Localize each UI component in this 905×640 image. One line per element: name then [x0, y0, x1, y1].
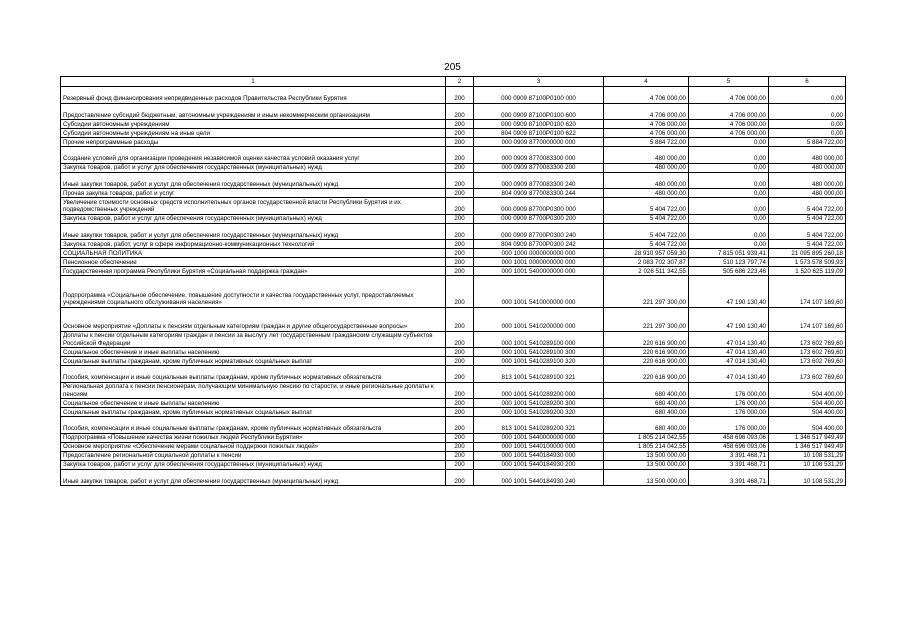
row-amount-cell: 480 000,00 — [604, 163, 689, 172]
row-amount-cell: 5 404 722,00 — [604, 223, 689, 240]
row-kbk-cell: 000 1001 5440184930 200 — [474, 460, 604, 469]
row-code-cell: 200 — [446, 399, 474, 408]
column-header-6: 6 — [769, 77, 846, 87]
row-amount-cell: 680 400,00 — [604, 408, 689, 417]
row-executed-cell: 3 391 468,71 — [689, 469, 769, 486]
row-executed-cell: 176 000,00 — [689, 382, 769, 399]
row-remaining-cell: 10 108 531,29 — [769, 460, 846, 469]
row-amount-cell: 220 616 900,00 — [604, 366, 689, 383]
row-remaining-cell: 0,00 — [769, 103, 846, 120]
row-kbk-cell: 000 0909 8770000000 000 — [474, 138, 604, 147]
row-executed-cell: 4 706 000,00 — [689, 120, 769, 129]
row-code-cell: 200 — [446, 307, 474, 331]
row-remaining-cell: 10 108 531,29 — [769, 469, 846, 486]
row-amount-cell: 5 404 722,00 — [604, 214, 689, 223]
row-executed-cell: 458 696 093,06 — [689, 433, 769, 442]
row-executed-cell: 47 190 130,40 — [689, 276, 769, 308]
row-executed-cell: 458 696 093,06 — [689, 442, 769, 451]
table-row — [61, 307, 846, 331]
row-code-cell: 200 — [446, 198, 474, 215]
table-row — [61, 267, 846, 276]
row-amount-cell: 680 400,00 — [604, 382, 689, 399]
table-row — [61, 276, 846, 308]
table-row — [61, 172, 846, 189]
row-executed-cell: 47 014 130,40 — [689, 331, 769, 348]
row-code-cell: 200 — [446, 223, 474, 240]
row-remaining-cell: 480 000,00 — [769, 189, 846, 198]
row-kbk-cell: 000 1001 5410289200 300 — [474, 399, 604, 408]
row-executed-cell: 505 686 223,46 — [689, 267, 769, 276]
row-remaining-cell: 21 095 895 260,18 — [769, 249, 846, 258]
row-name-cell: Закупка товаров, работ и услуг для обеспечения государственных (муниципальных) нужд — [61, 214, 446, 223]
row-executed-cell: 0,00 — [689, 172, 769, 189]
row-remaining-cell: 0,00 — [769, 87, 846, 104]
column-header-2: 2 — [446, 77, 474, 87]
row-remaining-cell: 1 520 625 119,09 — [769, 267, 846, 276]
row-amount-cell: 4 706 000,00 — [604, 129, 689, 138]
row-remaining-cell: 504 400,00 — [769, 417, 846, 434]
row-code-cell: 200 — [446, 276, 474, 308]
row-executed-cell: 4 706 000,00 — [689, 103, 769, 120]
row-remaining-cell: 504 400,00 — [769, 382, 846, 399]
row-kbk-cell: 000 1001 5410289100 000 — [474, 331, 604, 348]
row-name-cell: Предоставление региональной социальной доплаты к пенсии — [61, 451, 446, 460]
row-kbk-cell: 804 0909 8770083300 244 — [474, 189, 604, 198]
row-remaining-cell: 174 107 169,60 — [769, 276, 846, 308]
table-row — [61, 451, 846, 460]
table-row — [61, 417, 846, 434]
row-code-cell: 200 — [446, 214, 474, 223]
row-amount-cell: 5 884 722,00 — [604, 138, 689, 147]
row-executed-cell: 176 000,00 — [689, 408, 769, 417]
row-remaining-cell: 480 000,00 — [769, 163, 846, 172]
budget-table — [60, 76, 846, 486]
row-name-cell: Иные закупки товаров, работ и услуг для обеспечения государственных (муниципальных) нужд — [61, 223, 446, 240]
row-executed-cell: 4 706 000,00 — [689, 87, 769, 104]
row-remaining-cell: 173 602 769,60 — [769, 366, 846, 383]
column-number-header-row — [61, 77, 846, 87]
row-kbk-cell: 000 1001 5410289100 320 — [474, 357, 604, 366]
table-row — [61, 399, 846, 408]
row-name-cell: Иные закупки товаров, работ и услуг для обеспечения государственных (муниципальных) нужд — [61, 469, 446, 486]
row-name-cell: Социальное обеспечение и иные выплаты населению — [61, 399, 446, 408]
row-remaining-cell: 10 108 531,29 — [769, 451, 846, 460]
row-amount-cell: 13 500 000,00 — [604, 451, 689, 460]
row-name-cell: Субсидии автономным учреждениям — [61, 120, 446, 129]
table-row — [61, 198, 846, 215]
row-remaining-cell: 5 404 722,00 — [769, 240, 846, 249]
row-code-cell: 200 — [446, 138, 474, 147]
row-remaining-cell: 1 346 517 949,49 — [769, 433, 846, 442]
row-remaining-cell: 174 107 169,60 — [769, 307, 846, 331]
table-row — [61, 103, 846, 120]
table-row — [61, 442, 846, 451]
row-code-cell: 200 — [446, 172, 474, 189]
row-kbk-cell: 813 1001 5410289100 321 — [474, 366, 604, 383]
column-header-1: 1 — [61, 77, 446, 87]
row-remaining-cell: 504 400,00 — [769, 399, 846, 408]
row-name-cell: Прочая закупка товаров, работ и услуг — [61, 189, 446, 198]
row-executed-cell: 47 190 130,40 — [689, 307, 769, 331]
row-amount-cell: 28 910 957 059,30 — [604, 249, 689, 258]
row-code-cell: 200 — [446, 442, 474, 451]
row-amount-cell: 680 400,00 — [604, 399, 689, 408]
row-remaining-cell: 5 404 722,00 — [769, 214, 846, 223]
row-kbk-cell: 000 1000 0000000000 000 — [474, 249, 604, 258]
row-amount-cell: 220 616 900,00 — [604, 348, 689, 357]
row-name-cell: Закупка товаров, работ и услуг для обеспечения государственных (муниципальных) нужд — [61, 163, 446, 172]
table-row — [61, 129, 846, 138]
table-row — [61, 189, 846, 198]
row-executed-cell: 0,00 — [689, 223, 769, 240]
row-name-cell: Прочие непрограммные расходы — [61, 138, 446, 147]
row-name-cell: Пособия, компенсации и иные социальные выплаты гражданам, кроме публичных нормативных обязательств — [61, 366, 446, 383]
row-kbk-cell: 000 1001 5400000000 000 — [474, 267, 604, 276]
row-executed-cell: 0,00 — [689, 138, 769, 147]
column-header-3: 3 — [474, 77, 604, 87]
row-kbk-cell: 000 1001 5410289200 320 — [474, 408, 604, 417]
row-kbk-cell: 000 0909 87700Р0300 240 — [474, 223, 604, 240]
row-remaining-cell: 5 884 722,00 — [769, 138, 846, 147]
row-kbk-cell: 000 0909 8770083300 000 — [474, 147, 604, 164]
row-name-cell: Создание условий для организации проведения независимой оценки качества условий оказания услуг — [61, 147, 446, 164]
row-amount-cell: 220 616 900,00 — [604, 331, 689, 348]
row-remaining-cell: 1 573 578 509,93 — [769, 258, 846, 267]
row-name-cell: Субсидии автономным учреждениям на иные цели — [61, 129, 446, 138]
row-kbk-cell: 000 1001 5410289200 000 — [474, 382, 604, 399]
row-executed-cell: 0,00 — [689, 198, 769, 215]
row-name-cell: Государственная программа Республики Бурятия «Социальная поддержка граждан» — [61, 267, 446, 276]
row-remaining-cell: 480 000,00 — [769, 172, 846, 189]
table-row — [61, 382, 846, 399]
row-executed-cell: 176 000,00 — [689, 399, 769, 408]
row-kbk-cell: 000 1001 5410200000 000 — [474, 307, 604, 331]
table-row — [61, 147, 846, 164]
row-code-cell: 200 — [446, 240, 474, 249]
table-row — [61, 214, 846, 223]
row-name-cell: Закупка товаров, работ, услуг в сфере информационно-коммуникационных технологий — [61, 240, 446, 249]
row-name-cell: Иные закупки товаров, работ и услуг для обеспечения государственных (муниципальных) нужд — [61, 172, 446, 189]
column-header-4: 4 — [604, 77, 689, 87]
row-executed-cell: 0,00 — [689, 214, 769, 223]
row-kbk-cell: 000 1001 5440100000 000 — [474, 442, 604, 451]
table-row — [61, 249, 846, 258]
row-kbk-cell: 000 1001 5440000000 000 — [474, 433, 604, 442]
row-code-cell: 200 — [446, 129, 474, 138]
row-code-cell: 200 — [446, 417, 474, 434]
row-executed-cell: 47 014 130,40 — [689, 366, 769, 383]
row-executed-cell: 0,00 — [689, 163, 769, 172]
table-row — [61, 433, 846, 442]
row-amount-cell: 4 706 000,00 — [604, 103, 689, 120]
row-executed-cell: 47 014 130,40 — [689, 357, 769, 366]
row-code-cell: 200 — [446, 87, 474, 104]
row-amount-cell: 2 026 511 342,55 — [604, 267, 689, 276]
row-code-cell: 200 — [446, 103, 474, 120]
row-code-cell: 200 — [446, 469, 474, 486]
row-code-cell: 200 — [446, 433, 474, 442]
row-amount-cell: 13 500 000,00 — [604, 469, 689, 486]
row-kbk-cell: 000 1001 5410000000 000 — [474, 276, 604, 308]
row-code-cell: 200 — [446, 258, 474, 267]
table-row — [61, 469, 846, 486]
row-kbk-cell: 000 0909 87100Р0100 000 — [474, 87, 604, 104]
row-remaining-cell: 0,00 — [769, 120, 846, 129]
row-kbk-cell: 000 0909 87700Р0300 200 — [474, 214, 604, 223]
row-remaining-cell: 5 404 722,00 — [769, 198, 846, 215]
row-kbk-cell: 000 0909 87100Р0100 600 — [474, 103, 604, 120]
row-name-cell: Резервный фонд финансирования непредвиденных расходов Правительства Республики Бурятия — [61, 87, 446, 104]
table-body — [61, 87, 846, 486]
row-name-cell: Основное мероприятие «Обеспечение мерами социальной поддержки пожилых людей» — [61, 442, 446, 451]
table-row — [61, 408, 846, 417]
row-executed-cell: 510 123 797,74 — [689, 258, 769, 267]
row-remaining-cell: 504 400,00 — [769, 408, 846, 417]
row-kbk-cell: 000 0909 87100Р0100 620 — [474, 120, 604, 129]
row-executed-cell: 3 391 468,71 — [689, 460, 769, 469]
row-amount-cell: 480 000,00 — [604, 172, 689, 189]
column-header-5: 5 — [689, 77, 769, 87]
row-amount-cell: 480 000,00 — [604, 189, 689, 198]
table-row — [61, 120, 846, 129]
row-kbk-cell: 000 0909 8770083300 200 — [474, 163, 604, 172]
row-remaining-cell: 0,00 — [769, 129, 846, 138]
table-row — [61, 348, 846, 357]
row-amount-cell: 5 404 722,00 — [604, 198, 689, 215]
row-name-cell: Подпрограмма «Повышение качества жизни пожилых людей Республики Бурятия» — [61, 433, 446, 442]
table-row — [61, 240, 846, 249]
row-amount-cell: 4 706 000,00 — [604, 120, 689, 129]
row-kbk-cell: 000 1001 5440184930 000 — [474, 451, 604, 460]
row-kbk-cell: 804 0909 87100Р0100 622 — [474, 129, 604, 138]
row-code-cell: 200 — [446, 249, 474, 258]
row-name-cell: Увеличение стоимости основных средств исполнительных органов государственной власти Республики Бурятия и их подведомственных учреждений — [61, 198, 446, 215]
row-name-cell: Социальные выплаты гражданам, кроме публичных нормативных социальных выплат — [61, 408, 446, 417]
row-amount-cell: 480 000,00 — [604, 147, 689, 164]
row-name-cell: Закупка товаров, работ и услуг для обеспечения государственных (муниципальных) нужд — [61, 460, 446, 469]
row-kbk-cell: 000 1001 0000000000 000 — [474, 258, 604, 267]
table-row — [61, 460, 846, 469]
row-executed-cell: 7 815 051 939,41 — [689, 249, 769, 258]
row-code-cell: 200 — [446, 147, 474, 164]
row-code-cell: 200 — [446, 267, 474, 276]
row-amount-cell: 1 805 214 042,55 — [604, 433, 689, 442]
row-kbk-cell: 000 1001 5410289100 300 — [474, 348, 604, 357]
row-kbk-cell: 000 0909 8770083300 240 — [474, 172, 604, 189]
row-code-cell: 200 — [446, 120, 474, 129]
row-amount-cell: 1 805 214 042,55 — [604, 442, 689, 451]
row-executed-cell: 0,00 — [689, 147, 769, 164]
row-amount-cell: 4 706 000,00 — [604, 87, 689, 104]
row-name-cell: Региональная доплата к пенсии пенсионерам, получающим минимальную пенсию по старости, и иные региональные доплаты к пенсиям — [61, 382, 446, 399]
row-code-cell: 200 — [446, 460, 474, 469]
row-remaining-cell: 173 602 769,60 — [769, 348, 846, 357]
row-amount-cell: 220 616 900,00 — [604, 357, 689, 366]
row-code-cell: 200 — [446, 163, 474, 172]
row-code-cell: 200 — [446, 331, 474, 348]
row-code-cell: 200 — [446, 348, 474, 357]
page-number: 205 — [444, 62, 461, 73]
row-executed-cell: 47 014 130,40 — [689, 348, 769, 357]
row-name-cell: Основное мероприятие «Доплаты к пенсиям отдельным категориям граждан и другие общегосударственные вопросы» — [61, 307, 446, 331]
table-row — [61, 357, 846, 366]
row-code-cell: 200 — [446, 382, 474, 399]
row-kbk-cell: 813 1001 5410289200 321 — [474, 417, 604, 434]
row-code-cell: 200 — [446, 366, 474, 383]
row-remaining-cell: 5 404 722,00 — [769, 223, 846, 240]
row-amount-cell: 2 083 702 307,87 — [604, 258, 689, 267]
row-code-cell: 200 — [446, 408, 474, 417]
row-code-cell: 200 — [446, 451, 474, 460]
row-name-cell: Доплаты к пенсии отдельным категориям граждан и пенсии за выслугу лет государственным гражданским служащим субъектов Российской Федерации — [61, 331, 446, 348]
row-code-cell: 200 — [446, 357, 474, 366]
row-remaining-cell: 1 346 517 949,49 — [769, 442, 846, 451]
row-name-cell: Предоставление субсидий бюджетным, автономным учреждениям и иным некоммерческим организациям — [61, 103, 446, 120]
row-kbk-cell: 000 1001 5440184930 240 — [474, 469, 604, 486]
row-amount-cell: 13 500 000,00 — [604, 460, 689, 469]
row-kbk-cell: 000 0909 87700Р0300 000 — [474, 198, 604, 215]
row-remaining-cell: 173 602 769,60 — [769, 331, 846, 348]
row-name-cell: Социальные выплаты гражданам, кроме публичных нормативных социальных выплат — [61, 357, 446, 366]
row-name-cell: СОЦИАЛЬНАЯ ПОЛИТИКА — [61, 249, 446, 258]
row-executed-cell: 0,00 — [689, 240, 769, 249]
table-row — [61, 87, 846, 104]
row-kbk-cell: 804 0909 87700Р0300 242 — [474, 240, 604, 249]
row-remaining-cell: 480 000,00 — [769, 147, 846, 164]
table-row — [61, 258, 846, 267]
row-executed-cell: 4 706 000,00 — [689, 129, 769, 138]
table-row — [61, 138, 846, 147]
row-executed-cell: 3 391 468,71 — [689, 451, 769, 460]
row-remaining-cell: 173 602 769,60 — [769, 357, 846, 366]
row-executed-cell: 176 000,00 — [689, 417, 769, 434]
table-row — [61, 223, 846, 240]
table-row — [61, 331, 846, 348]
table-row — [61, 366, 846, 383]
row-amount-cell: 680 400,00 — [604, 417, 689, 434]
row-name-cell: Пособия, компенсации и иные социальные выплаты гражданам, кроме публичных нормативных обязательств — [61, 417, 446, 434]
row-name-cell: Подпрограмма «Социальное обеспечение, повышение доступности и качества государственных услуг, предоставляемых учреждениями социального обслуживания населения» — [61, 276, 446, 308]
table-row — [61, 163, 846, 172]
row-amount-cell: 221 297 300,00 — [604, 307, 689, 331]
row-amount-cell: 5 404 722,00 — [604, 240, 689, 249]
row-name-cell: Социальное обеспечение и иные выплаты населению — [61, 348, 446, 357]
row-name-cell: Пенсионное обеспечение — [61, 258, 446, 267]
row-executed-cell: 0,00 — [689, 189, 769, 198]
row-code-cell: 200 — [446, 189, 474, 198]
row-amount-cell: 221 297 300,00 — [604, 276, 689, 308]
